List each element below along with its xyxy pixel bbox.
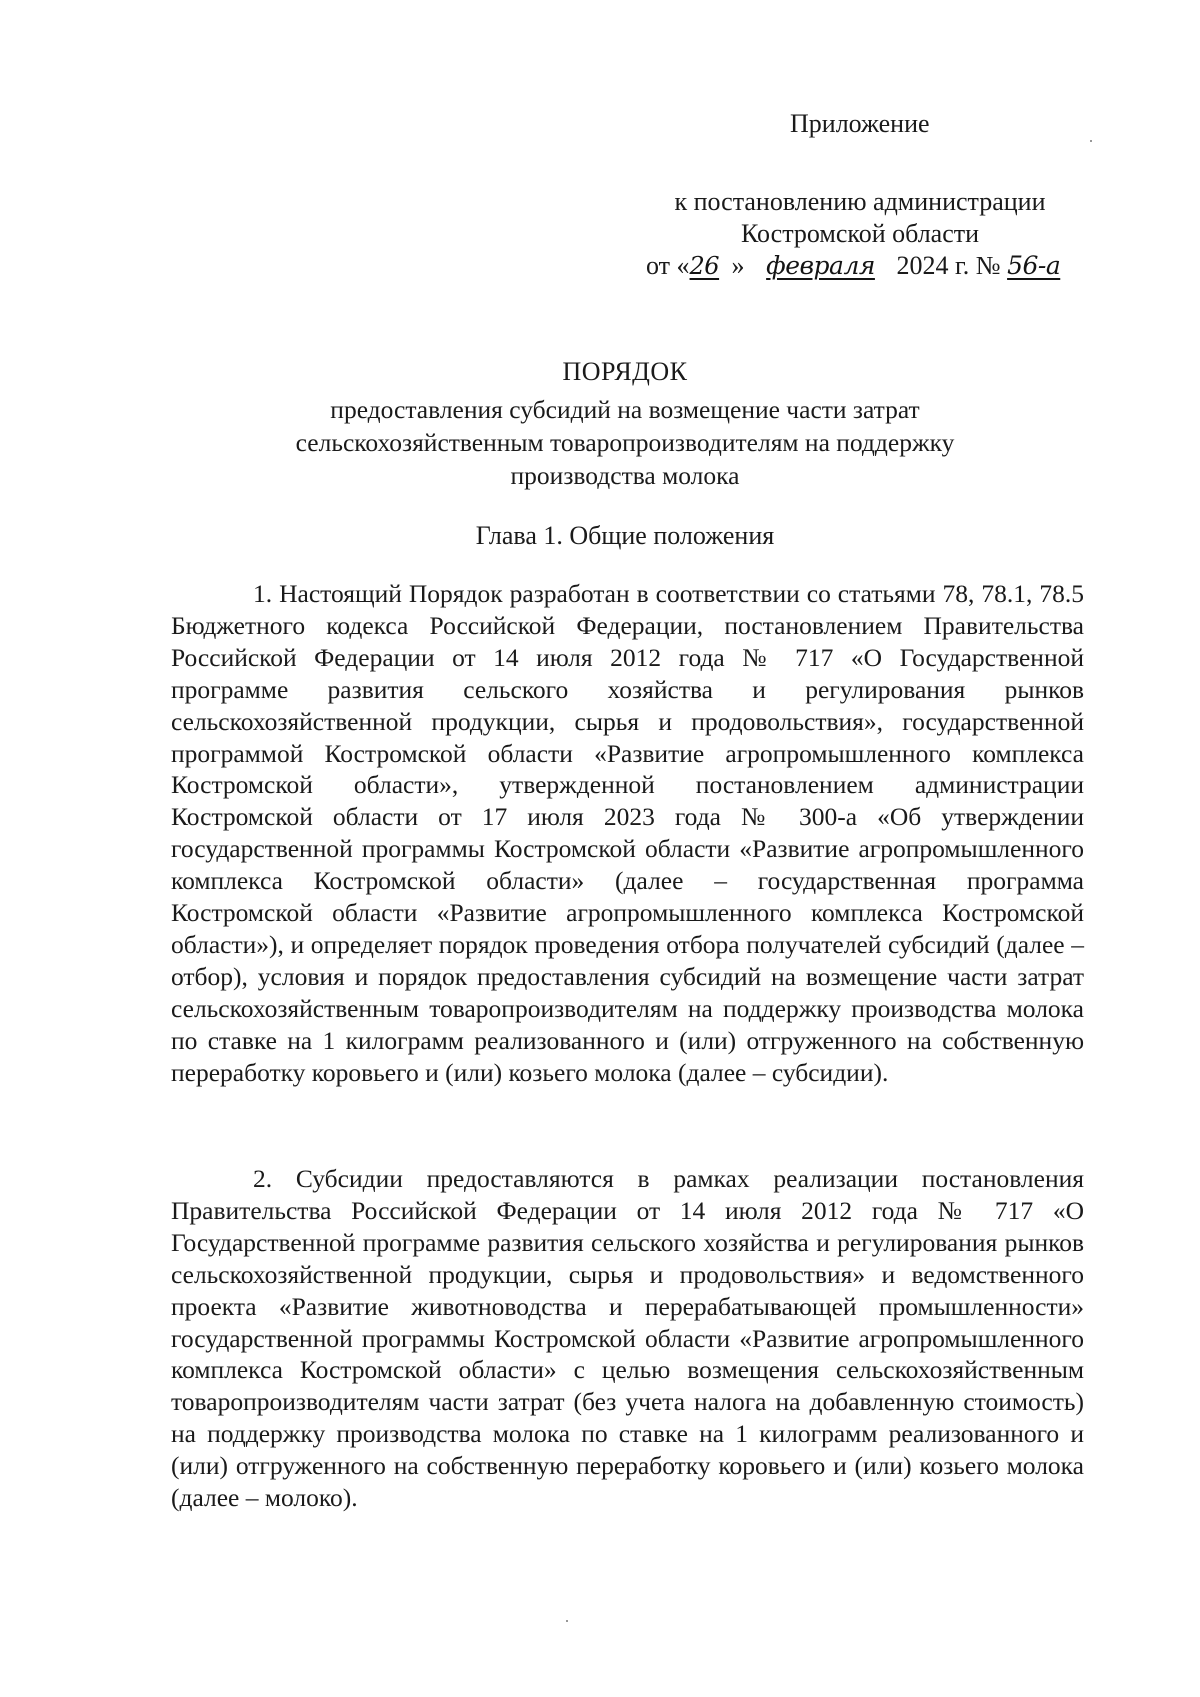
reference-line-1: к постановлению администрации (674, 187, 1046, 216)
date-quote-close: » (731, 251, 745, 280)
date-prefix: от « (646, 251, 690, 280)
chapter-heading: Глава 1. Общие положения (475, 521, 775, 550)
paragraph-1-block (171, 578, 1084, 1089)
subtitle-line-3: производства молока (510, 461, 740, 490)
appendix-label: Приложение (790, 109, 930, 138)
paragraph-1: 1. Настоящий Порядок разработан в соответствии со статьями 78, 78.1, 78.5 Бюджетного кодекса Российской Федерации, постановлением Правительства Российской Федерации от 14 июля 2012 года № 717 «О Государственной программе развития сельского хозяйства и регулирования рынков сельскохозяйственной продукции, сырья и продовольствия», государственной программой Костромской области «Развитие агропромышленного комплекса Костромской области», утвержденной постановлением администрации Костромской области от 17 июля 2023 года № 300-а «Об утверждении государственной программы Костромской области «Развитие агропромышленного комплекса Костромской области» (далее – государственная программа Костромской области «Развитие агропромышленного комплекса Костромской области»), и определяет порядок проведения отбора получателей субсидий (далее – отбор), условия и порядок предоставления субсидий на возмещение части затрат сельскохозяйственным товаропроизводителям на поддержку производства молока по ставке на 1 килограмм реализованного и (или) отгруженного на собственную переработку коровьего и (или) козьего молока (далее – субсидии). (171, 579, 1084, 1087)
handwritten-number: 56-а (1007, 251, 1061, 280)
handwritten-day: 26 (689, 252, 720, 280)
document-subtitle (150, 393, 1100, 492)
paragraph-2: 2. Субсидии предоставляются в рамках реализации постановления Правительства Российской Федерации от 14 июля 2012 года № 717 «О Государственной программе развития сельского хозяйства и регулирования рынков сельскохозяйственной продукции, сырья и продовольствия» и ведомственного проекта «Развитие животноводства и перерабатывающей промышленности» государственной программы Костромской области «Развитие агропромышленного комплекса Костромской области» с целью возмещения сельскохозяйственным товаропроизводителям части затрат (без учета налога на добавленную стоимость) на поддержку производства молока по ставке на 1 килограмм реализованного и (или) отгруженного на собственную переработку коровьего и (или) козьего молока (далее – молоко). (171, 1164, 1084, 1513)
subtitle-line-1: предоставления субсидий на возмещение части затрат (330, 395, 920, 424)
reference-line-2: Костромской области (740, 219, 980, 248)
scan-speck (1090, 140, 1092, 142)
handwritten-month: февраля (766, 251, 875, 280)
scan-speck (566, 1620, 568, 1622)
paragraph-2-block (171, 1163, 1084, 1514)
date-year: 2024 г. № (896, 251, 1001, 280)
subtitle-line-2: сельскохозяйственным товаропроизводителям на поддержку (295, 428, 955, 457)
document-title: ПОРЯДОК (562, 357, 688, 386)
resolution-date-line (646, 250, 1095, 283)
